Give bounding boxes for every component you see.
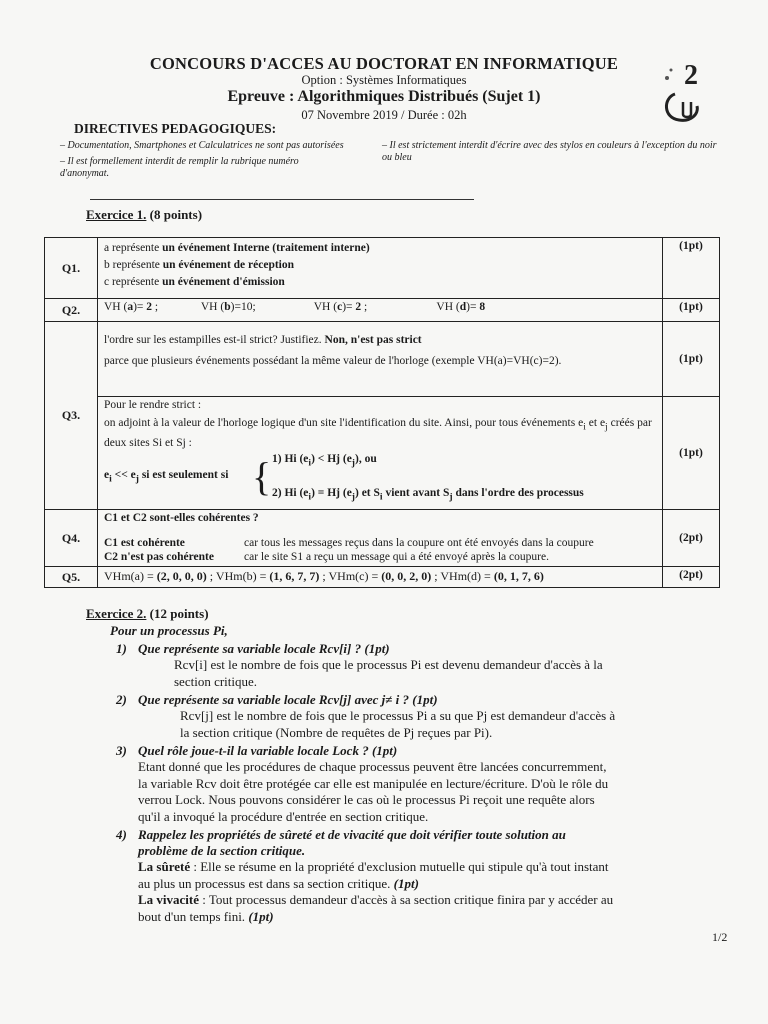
page-number: 1/2 (712, 930, 728, 944)
q1-label: Q1. (45, 238, 98, 299)
exam-date: 07 Novembre 2019 / Durée : 02h (301, 108, 467, 122)
q1-points: (1pt) (663, 238, 720, 299)
q5-vhm-d: VHm(d) = (0, 1, 7, 6) (440, 569, 544, 583)
q3-part1-points: (1pt) (663, 322, 720, 397)
q1-line-a: a représente un événement Interne (traitement interne) (104, 242, 370, 254)
ex2-q4-line2: problème de la section critique. (138, 843, 306, 858)
ex2-a1-line1: Rcv[i] est le nombre de fois que le processus Pi est devenu demandeur d'accès à la (174, 657, 603, 672)
exercise2-intro: Pour un processus Pi, (110, 623, 228, 638)
directive-rule-1: – Documentation, Smartphones et Calculatrices ne sont pas autorisées (60, 140, 344, 151)
q2-row (45, 299, 720, 322)
q2-vh-d: VH (d)= 8 (436, 301, 486, 313)
directives-title: DIRECTIVES PEDAGOGIQUES: (74, 121, 277, 136)
exercise1-table (44, 237, 720, 588)
q2-vh-b: VH (b)=10; (200, 301, 256, 313)
ex2-q2: 2) Que représente sa variable locale Rcv[j] avec j≠ i ? (1pt) (116, 692, 438, 707)
ex2-a3-line2: la variable Rcv doit être protégée car elle est manipulée en lecture/écriture. D'où le rôle du (138, 775, 609, 791)
q5-label: Q5. (45, 567, 98, 588)
q3-brace: { (252, 454, 272, 500)
ex2-vivacite: La vivacité : Tout processus demandeur d'accès à sa section critique finira par y accéder au (138, 892, 614, 907)
ex2-a2-line1: Rcv[j] est le nombre de fois que le processus Pi a su que Pj est demandeur d'accès à (180, 708, 616, 723)
directive-rule-3: – Il est strictement interdit d'écrire avec des stylos en couleurs à l'exception du noir ou bleu (382, 140, 717, 163)
q2-label: Q2. (45, 299, 98, 322)
q3-rule-1: 1) Hi $(e_i) < Hj$ $(e_j)$, ou (272, 453, 377, 469)
q3-row-b (45, 397, 720, 510)
q4-label: Q4. (45, 510, 98, 567)
q1-line-b: b représente un événement de réception (104, 259, 295, 271)
q4-c1: C1 est cohérente car tous les messages reçus dans la coupure ont été envoyés dans la coupure (104, 537, 594, 549)
ex2-surete: La sûreté : Elle se résume en la propriété d'exclusion mutuelle qui stipule qu'à tout instant (138, 859, 609, 874)
q5-vhm-a: VHm(a) = (2, 0, 0, 0) ; (104, 569, 214, 583)
q4-points: (2pt) (663, 510, 720, 567)
exam-subject: Epreuve : Algorithmiques Distribués (Sujet 1) (227, 88, 541, 105)
exam-title: CONCOURS D'ACCES AU DOCTORAT EN INFORMATIQUE (149, 54, 619, 73)
q3-text: on adjoint à la valeur de l'horloge logique d'un site l'identification du site. Ainsi, pour tous événements $e_i$ et $e_j$ créés par deux sites Si et Sj : (104, 417, 652, 450)
q5-vhm-b: VHm(b) = (1, 6, 7, 7) ; (215, 569, 326, 583)
directive-rule-2: – Il est formellement interdit de remplir la rubrique numéro d'anonymat. (60, 156, 299, 179)
q2-vh-a: VH (a)= 2 ; (104, 301, 159, 313)
q2-vh-c: VH (c)= 2 ; (313, 301, 368, 313)
ex2-q4: 4) Rappelez les propriétés de sûreté et de vivacité que doit vérifier toute solution au (116, 827, 566, 842)
ex2-a3-line4: qu'il a invoqué la procédure d'entrée en section critique. (138, 808, 429, 824)
ex2-a2-line2: la section critique (Nombre de requêtes de Pj reçues par Pi). (180, 724, 493, 740)
q3-intro: Pour le rendre strict : (104, 399, 202, 411)
q3-question: l'ordre sur les estampilles est-il strict? Justifiez. Non, n'est pas strict (104, 334, 422, 346)
q4-row (45, 510, 720, 567)
anonymity-line (90, 199, 474, 200)
ex2-surete-line2: au plus un processus est dans sa section critique. (1pt) (138, 875, 419, 891)
exercise2-title: Exercice 2. (12 points) (86, 606, 209, 621)
q1-line-c: c représente un événement d'émission (104, 276, 285, 288)
q3-reason: parce que plusieurs événements possédant la même valeur de l'horloge (exemple VH(a)=VH(c)=2). (104, 355, 562, 367)
ex2-a3-line1: Etant donné que les procédures de chaque processus peuvent être lancées concurremment, (138, 759, 607, 774)
q1-row (45, 238, 720, 299)
ex2-a1-line2: section critique. (174, 673, 258, 689)
q3-part2-points: (1pt) (663, 397, 720, 510)
logo-number: 2 (684, 60, 698, 91)
university-logo (655, 58, 715, 124)
q4-question: C1 et C2 sont-elles cohérentes ? (104, 512, 259, 524)
exercise2-section (86, 606, 615, 925)
q2-points: (1pt) (663, 299, 720, 322)
q3-condition: $e_i << e_j$ si est seulement si (104, 469, 229, 485)
q3-row-a (45, 322, 720, 397)
ex2-q1: 1) Que représente sa variable locale Rcv[i] ? (1pt) (116, 641, 390, 656)
q3-label: Q3. (45, 322, 98, 510)
exercise1-title: Exercice 1. (8 points) (86, 207, 203, 222)
q5-vhm-c: VHm(c) = (0, 0, 2, 0) ; (328, 569, 438, 583)
ex2-vivacite-line2: bout d'un temps fini. (1pt) (138, 908, 274, 924)
ex2-a3-line3: verrou Lock. Nous pouvons considérer le cas où le processus Pi reçoit une requête alors (138, 792, 595, 807)
q5-points: (2pt) (663, 567, 720, 588)
ex2-q3: 3) Quel rôle joue-t-il la variable locale Lock ? (1pt) (116, 743, 398, 758)
q3-rule-2: 2) Hi $(e_i) = Hj$ $(e_j)$ et $S_i$ vient avant $S_j$ dans l'ordre des processus (272, 487, 584, 503)
q4-c2: C2 n'est pas cohérente car le site S1 a reçu un message qui a été envoyé après la coupure. (104, 551, 549, 563)
q5-row (45, 567, 720, 588)
exam-option: Option : Systèmes Informatiques (301, 73, 467, 87)
